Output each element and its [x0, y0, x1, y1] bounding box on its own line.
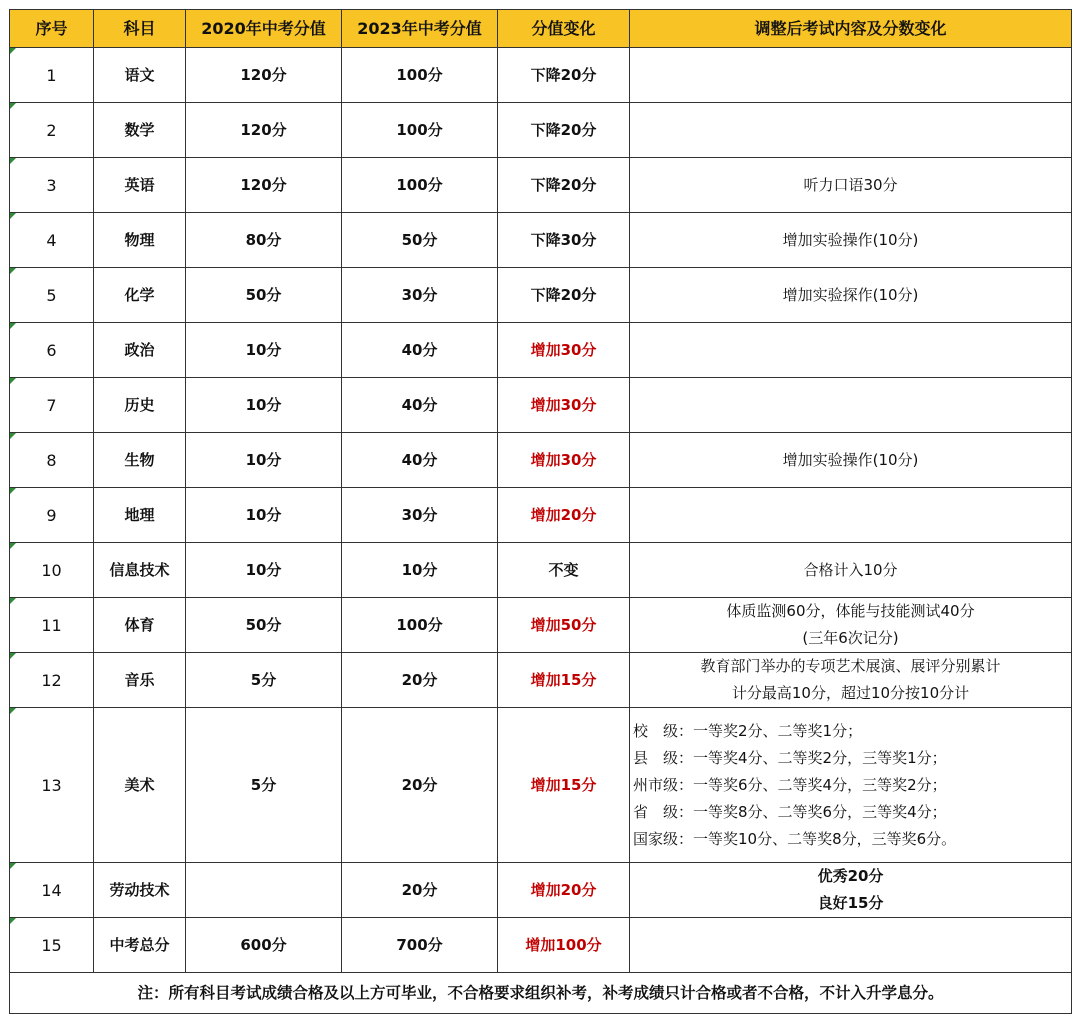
row-subject: 生物 — [94, 433, 186, 488]
note-line: 体质监测60分，体能与技能测试40分 — [726, 602, 975, 620]
row-change: 不变 — [498, 543, 630, 598]
footnote-row — [10, 973, 1072, 1014]
note-line: 合格计入10分 — [803, 560, 898, 579]
table-header — [10, 10, 1072, 48]
row-2020-score: 120分 — [186, 103, 342, 158]
row-notes — [630, 918, 1072, 973]
row-index: 4 — [10, 213, 94, 268]
row-2023-score: 20分 — [342, 708, 498, 863]
note-line: 校 级：一等奖2分、二等奖1分； — [633, 721, 863, 740]
table-row — [10, 433, 1072, 488]
row-2020-score — [186, 863, 342, 918]
row-change: 增加20分 — [498, 488, 630, 543]
table-row — [10, 378, 1072, 433]
row-notes — [630, 708, 1072, 863]
row-notes — [630, 158, 1072, 213]
table-row — [10, 918, 1072, 973]
row-2020-score: 5分 — [186, 653, 342, 708]
row-2020-score: 10分 — [186, 378, 342, 433]
row-change: 增加50分 — [498, 598, 630, 653]
table-row — [10, 488, 1072, 543]
row-index: 10 — [10, 543, 94, 598]
row-change: 增加15分 — [498, 708, 630, 863]
note-line: (三年6次记分) — [802, 629, 899, 647]
row-change: 下降30分 — [498, 213, 630, 268]
row-2023-score: 40分 — [342, 433, 498, 488]
row-2020-score: 10分 — [186, 488, 342, 543]
row-change: 下降20分 — [498, 48, 630, 103]
row-2020-score: 600分 — [186, 918, 342, 973]
row-notes — [630, 598, 1072, 653]
row-2020-score: 10分 — [186, 543, 342, 598]
row-2020-score: 5分 — [186, 708, 342, 863]
row-change: 增加30分 — [498, 323, 630, 378]
table-row — [10, 323, 1072, 378]
table-row — [10, 103, 1072, 158]
row-change: 下降20分 — [498, 103, 630, 158]
row-notes — [630, 653, 1072, 708]
row-subject: 物理 — [94, 213, 186, 268]
header-2020-score: 2020年中考分值 — [186, 10, 342, 48]
row-2023-score: 100分 — [342, 48, 498, 103]
row-notes — [630, 323, 1072, 378]
row-change: 增加30分 — [498, 378, 630, 433]
row-index: 5 — [10, 268, 94, 323]
note-line: 教育部门举办的专项艺术展演、展评分别累计 — [700, 657, 1001, 675]
row-index: 1 — [10, 48, 94, 103]
note-line: 良好15分 — [817, 894, 884, 912]
row-notes — [630, 863, 1072, 918]
note-line: 优秀20分 — [817, 867, 884, 885]
score-change-table — [9, 9, 1072, 1014]
table-row — [10, 213, 1072, 268]
row-notes — [630, 378, 1072, 433]
row-2023-score: 40分 — [342, 323, 498, 378]
footnote: 注：所有科目考试成绩合格及以上方可毕业，不合格要求组织补考，补考成绩只计合格或者不合格，不计入升学息分。 — [10, 973, 1072, 1014]
row-index: 6 — [10, 323, 94, 378]
header-score-change: 分值变化 — [498, 10, 630, 48]
table-body — [10, 48, 1072, 973]
row-subject: 化学 — [94, 268, 186, 323]
note-line: 计分最高10分，超过10分按10分计 — [731, 684, 970, 702]
table-row — [10, 708, 1072, 863]
row-notes — [630, 103, 1072, 158]
row-subject: 历史 — [94, 378, 186, 433]
note-line: 增加实验操作(10分) — [782, 450, 919, 469]
note-line: 县 级：一等奖4分、二等奖2分，三等奖1分； — [633, 748, 947, 767]
row-index: 13 — [10, 708, 94, 863]
row-2020-score: 50分 — [186, 598, 342, 653]
row-subject: 体育 — [94, 598, 186, 653]
table-row — [10, 268, 1072, 323]
row-2023-score: 30分 — [342, 268, 498, 323]
row-2020-score: 50分 — [186, 268, 342, 323]
row-subject: 地理 — [94, 488, 186, 543]
row-index: 2 — [10, 103, 94, 158]
row-2023-score: 30分 — [342, 488, 498, 543]
row-2023-score: 20分 — [342, 653, 498, 708]
note-line: 州市级：一等奖6分、二等奖4分，三等奖2分； — [633, 775, 947, 794]
row-2023-score: 100分 — [342, 158, 498, 213]
row-notes — [630, 268, 1072, 323]
row-subject: 音乐 — [94, 653, 186, 708]
row-2020-score: 10分 — [186, 433, 342, 488]
row-notes — [630, 48, 1072, 103]
row-2020-score: 10分 — [186, 323, 342, 378]
table-row — [10, 158, 1072, 213]
row-index: 9 — [10, 488, 94, 543]
row-notes — [630, 543, 1072, 598]
row-subject: 中考总分 — [94, 918, 186, 973]
row-notes — [630, 213, 1072, 268]
row-2023-score: 20分 — [342, 863, 498, 918]
row-subject: 政治 — [94, 323, 186, 378]
header-2023-score: 2023年中考分值 — [342, 10, 498, 48]
row-subject: 劳动技术 — [94, 863, 186, 918]
note-line: 增加实验操作(10分) — [782, 230, 919, 249]
note-line: 省 级：一等奖8分、二等奖6分，三等奖4分； — [633, 802, 947, 821]
score-table-container — [9, 9, 1071, 1014]
note-line: 国家级：一等奖10分、二等奖8分，三等奖6分。 — [633, 829, 957, 848]
row-change: 增加100分 — [498, 918, 630, 973]
row-2023-score: 10分 — [342, 543, 498, 598]
row-subject: 数学 — [94, 103, 186, 158]
row-change: 下降20分 — [498, 158, 630, 213]
table-row — [10, 598, 1072, 653]
row-subject: 英语 — [94, 158, 186, 213]
note-line: 听力口语30分 — [803, 175, 898, 194]
row-index: 15 — [10, 918, 94, 973]
table-row — [10, 653, 1072, 708]
row-index: 14 — [10, 863, 94, 918]
row-2020-score: 120分 — [186, 158, 342, 213]
table-row — [10, 48, 1072, 103]
header-subject: 科目 — [94, 10, 186, 48]
row-notes — [630, 488, 1072, 543]
row-2023-score: 50分 — [342, 213, 498, 268]
header-adjusted-content: 调整后考试内容及分数变化 — [630, 10, 1072, 48]
row-index: 11 — [10, 598, 94, 653]
row-2020-score: 80分 — [186, 213, 342, 268]
header-index: 序号 — [10, 10, 94, 48]
row-2023-score: 100分 — [342, 598, 498, 653]
row-2023-score: 40分 — [342, 378, 498, 433]
row-index: 3 — [10, 158, 94, 213]
row-2023-score: 100分 — [342, 103, 498, 158]
row-change: 增加30分 — [498, 433, 630, 488]
header-row — [10, 10, 1072, 48]
row-change: 增加20分 — [498, 863, 630, 918]
row-index: 7 — [10, 378, 94, 433]
row-index: 8 — [10, 433, 94, 488]
row-change: 下降20分 — [498, 268, 630, 323]
row-subject: 语文 — [94, 48, 186, 103]
row-subject: 美术 — [94, 708, 186, 863]
row-2020-score: 120分 — [186, 48, 342, 103]
row-index: 12 — [10, 653, 94, 708]
table-row — [10, 863, 1072, 918]
row-change: 增加15分 — [498, 653, 630, 708]
row-2023-score: 700分 — [342, 918, 498, 973]
row-notes — [630, 433, 1072, 488]
note-line: 增加实验探作(10分) — [782, 285, 919, 304]
table-row — [10, 543, 1072, 598]
row-subject: 信息技术 — [94, 543, 186, 598]
